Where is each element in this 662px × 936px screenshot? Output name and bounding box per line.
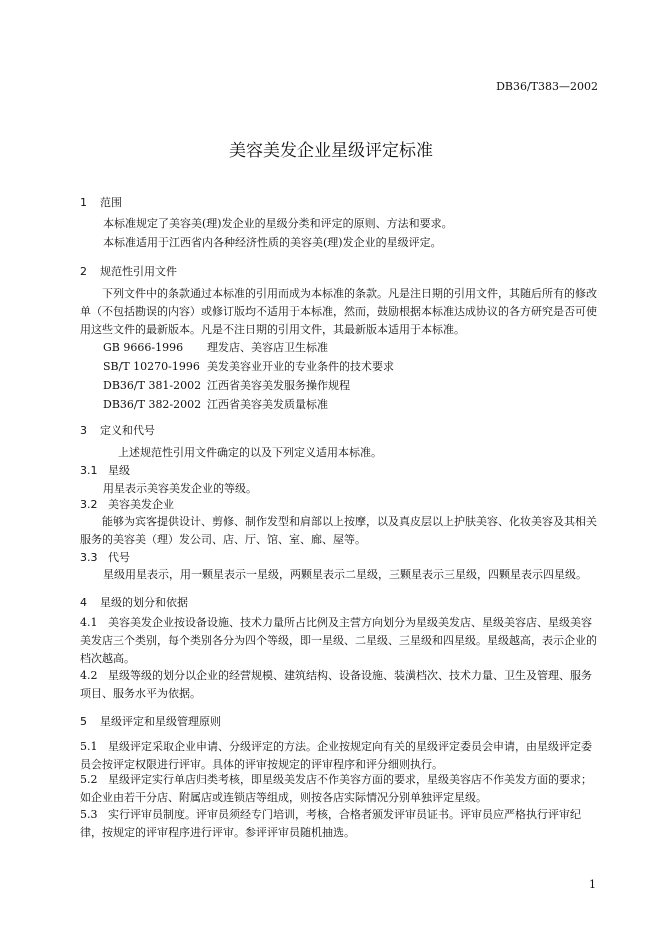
paragraph: 本标准适用于江西省内各种经济性质的美容美(理)发企业的星级评定。: [103, 236, 442, 249]
clause-text: 星级评定采取企业申请、分级评定的方法。企业按规定向有关的星级评定委员会申请，由星级评定委员会按评定权限进行评审。具体的评审按规定的评审程序和评分细则执行。: [80, 740, 592, 771]
clause-number: 3.1: [80, 464, 98, 477]
definition-text: 用星表示美容美发企业的等级。: [103, 482, 257, 495]
section-3-heading: [80, 422, 155, 438]
paragraph: 本标准规定了美容美(理)发企业的星级分类和评定的原则、方法和要求。: [103, 217, 453, 230]
clause: [80, 738, 600, 774]
clause: [80, 806, 600, 842]
definition-heading: [80, 549, 130, 565]
page-number: 1: [589, 878, 596, 891]
clause-number: 3.3: [80, 551, 98, 564]
section-4-heading: [80, 594, 188, 610]
definition-text: 星级用星表示，用一颗星表示一星级，两颗星表示二星级，三颗星表示三星级，四颗星表示四星级。: [103, 568, 587, 581]
clause: [80, 667, 600, 703]
section-1-heading: [80, 194, 122, 210]
clause-number: 5.3: [80, 808, 98, 821]
definition-term: 代号: [108, 551, 130, 564]
section-title: 星级评定和星级管理原则: [100, 715, 221, 728]
section-number: 1: [80, 196, 87, 209]
reference-item: [103, 357, 394, 376]
reference-item: [103, 395, 328, 414]
doc-number: DB36/T383—2002: [496, 80, 598, 93]
reference-item: [103, 376, 350, 395]
definition-heading: [80, 496, 174, 512]
section-title: 定义和代号: [100, 424, 155, 437]
reference-code: DB36/T 382-2002: [103, 398, 202, 411]
definition-text: 能够为宾客提供设计、剪修、制作发型和肩部以上按摩，以及真皮层以上护肤美容、化妆美容及其相关服务的美容美（理）发公司、店、厅、馆、室、廊、屋等。: [80, 515, 597, 546]
paragraph: 上述规范性引用文件确定的以及下列定义适用本标准。: [118, 446, 382, 459]
clause-text: 星级评定实行单店归类考核，即星级美发店不作美容方面的要求，星级美容店不作美发方面的要求；如企业由若干分店、附属店或连锁店等组成，则按各店实际情况分别单独评定星级。: [80, 773, 592, 804]
clause-number: 5.2: [80, 773, 98, 786]
clause: [80, 614, 600, 668]
reference-code: GB 9666-1996: [103, 341, 184, 354]
reference-item: [103, 338, 328, 357]
section-number: 4: [80, 596, 87, 609]
section-2-heading: [80, 263, 177, 279]
clause-number: 4.2: [80, 669, 98, 682]
reference-title: 理发店、美容店卫生标准: [207, 341, 328, 354]
section-number: 3: [80, 424, 87, 437]
section-number: 5: [80, 715, 87, 728]
section-5-heading: [80, 713, 221, 729]
section-number: 2: [80, 265, 87, 278]
reference-title: 江西省美容美发质量标准: [207, 398, 328, 411]
clause: [80, 771, 600, 807]
definition-term: 美容美发企业: [108, 498, 174, 511]
paragraph: 下列文件中的条款通过本标准的引用而成为本标准的条款。凡是注日期的引用文件，其随后所有的修改单（不包括勘误的内容）或修订版均不适用于本标准，然而，鼓励根据本标准达成协议的各方研究是否可使用这些文件的最新版本。凡是不注日期的引用文件，其最新版本适用于本标准。: [80, 287, 597, 336]
definition-term: 星级: [108, 464, 130, 477]
clause-number: 3.2: [80, 498, 98, 511]
reference-title: 美发美容业开业的专业条件的技术要求: [207, 360, 394, 373]
definition-heading: [80, 462, 130, 478]
clause-text: 星级等级的划分以企业的经营规模、建筑结构、设备设施、装潢档次、技术力量、卫生及管理、服务项目、服务水平为依据。: [80, 669, 592, 700]
reference-title: 江西省美容美发服务操作规程: [207, 379, 350, 392]
reference-code: DB36/T 381-2002: [103, 379, 202, 392]
reference-code: SB/T 10270-1996: [103, 360, 200, 373]
clause-number: 5.1: [80, 740, 98, 753]
page-title: 美容美发企业星级评定标准: [229, 141, 433, 161]
section-title: 规范性引用文件: [100, 265, 177, 278]
clause-number: 4.1: [80, 616, 98, 629]
section-title: 范围: [100, 196, 122, 209]
section-title: 星级的划分和依据: [100, 596, 188, 609]
clause-text: 美容美发企业按设备设施、技术力量所占比例及主营方向划分为星级美发店、星级美容店、星级美容美发店三个类别，每个类别各分为四个等级，即一星级、二星级、三星级和四星级。星级越高，表示企业的档次越高。: [80, 616, 597, 665]
clause-text: 实行评审员制度。评审员须经专门培训，考核，合格者颁发评审员证书。评审员应严格执行评审纪律，按规定的评审程序进行评审。参评评审员随机抽选。: [80, 808, 581, 839]
